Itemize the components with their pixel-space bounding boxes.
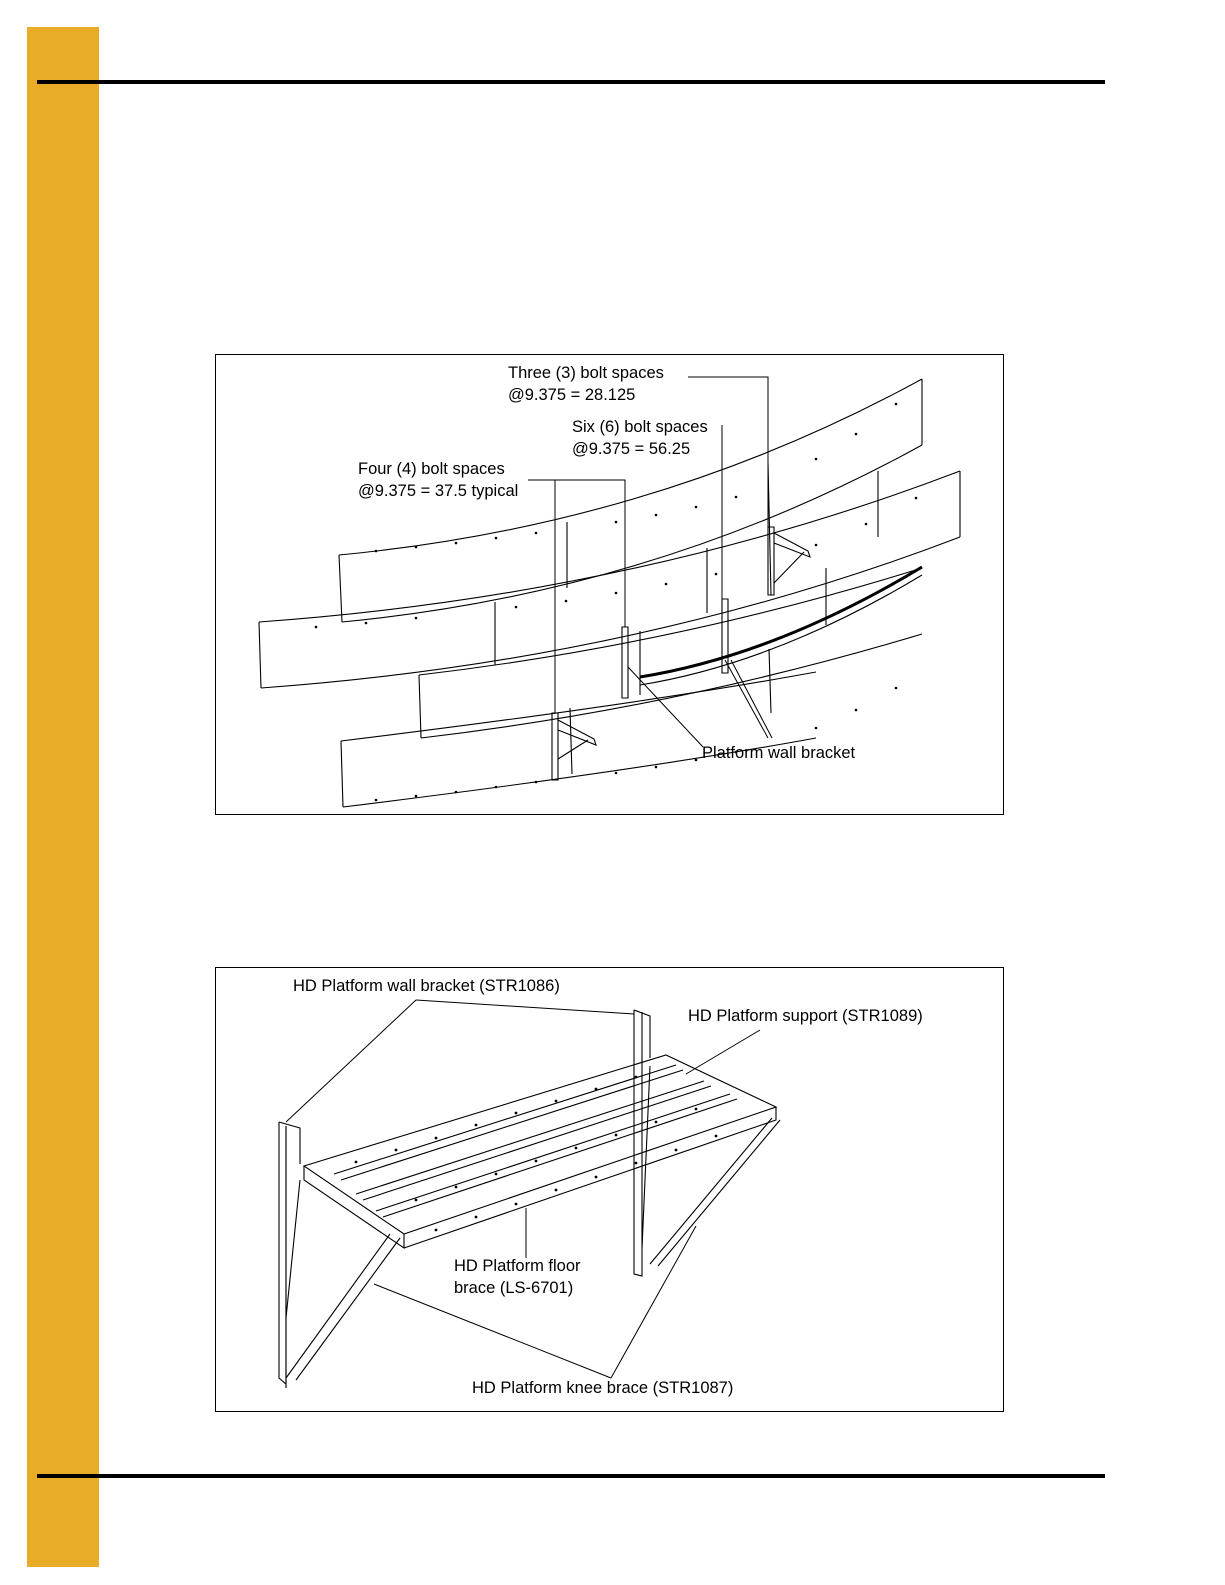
hd-floor-brace-label: HD Platform floor	[454, 1257, 581, 1275]
hd-wall-bracket-label: HD Platform wall bracket (STR1086)	[293, 977, 560, 995]
footer-rule	[37, 1474, 1105, 1478]
hd-knee-brace-label: HD Platform knee brace (STR1087)	[472, 1379, 734, 1397]
four-bolt-spaces-label: Four (4) bolt spaces	[358, 460, 505, 478]
hd-floor-brace-part: brace (LS-6701)	[454, 1279, 574, 1297]
hd-support-label: HD Platform support (STR1089)	[688, 1007, 923, 1025]
figure-wall-bracket-layout	[215, 354, 1004, 815]
figure-hd-platform-assembly	[215, 967, 1004, 1412]
three-bolt-spaces-label: Three (3) bolt spaces	[508, 364, 664, 382]
four-bolt-spaces-value: @9.375 = 37.5 typical	[358, 482, 519, 500]
hd-platform-drawing	[216, 968, 1005, 1413]
six-bolt-spaces-value: @9.375 = 56.25	[572, 440, 691, 458]
side-color-band	[27, 27, 99, 1567]
platform-wall-bracket-label: Platform wall bracket	[702, 744, 856, 762]
three-bolt-spaces-value: @9.375 = 28.125	[508, 386, 636, 404]
header-rule	[37, 80, 1105, 84]
six-bolt-spaces-label: Six (6) bolt spaces	[572, 418, 708, 436]
